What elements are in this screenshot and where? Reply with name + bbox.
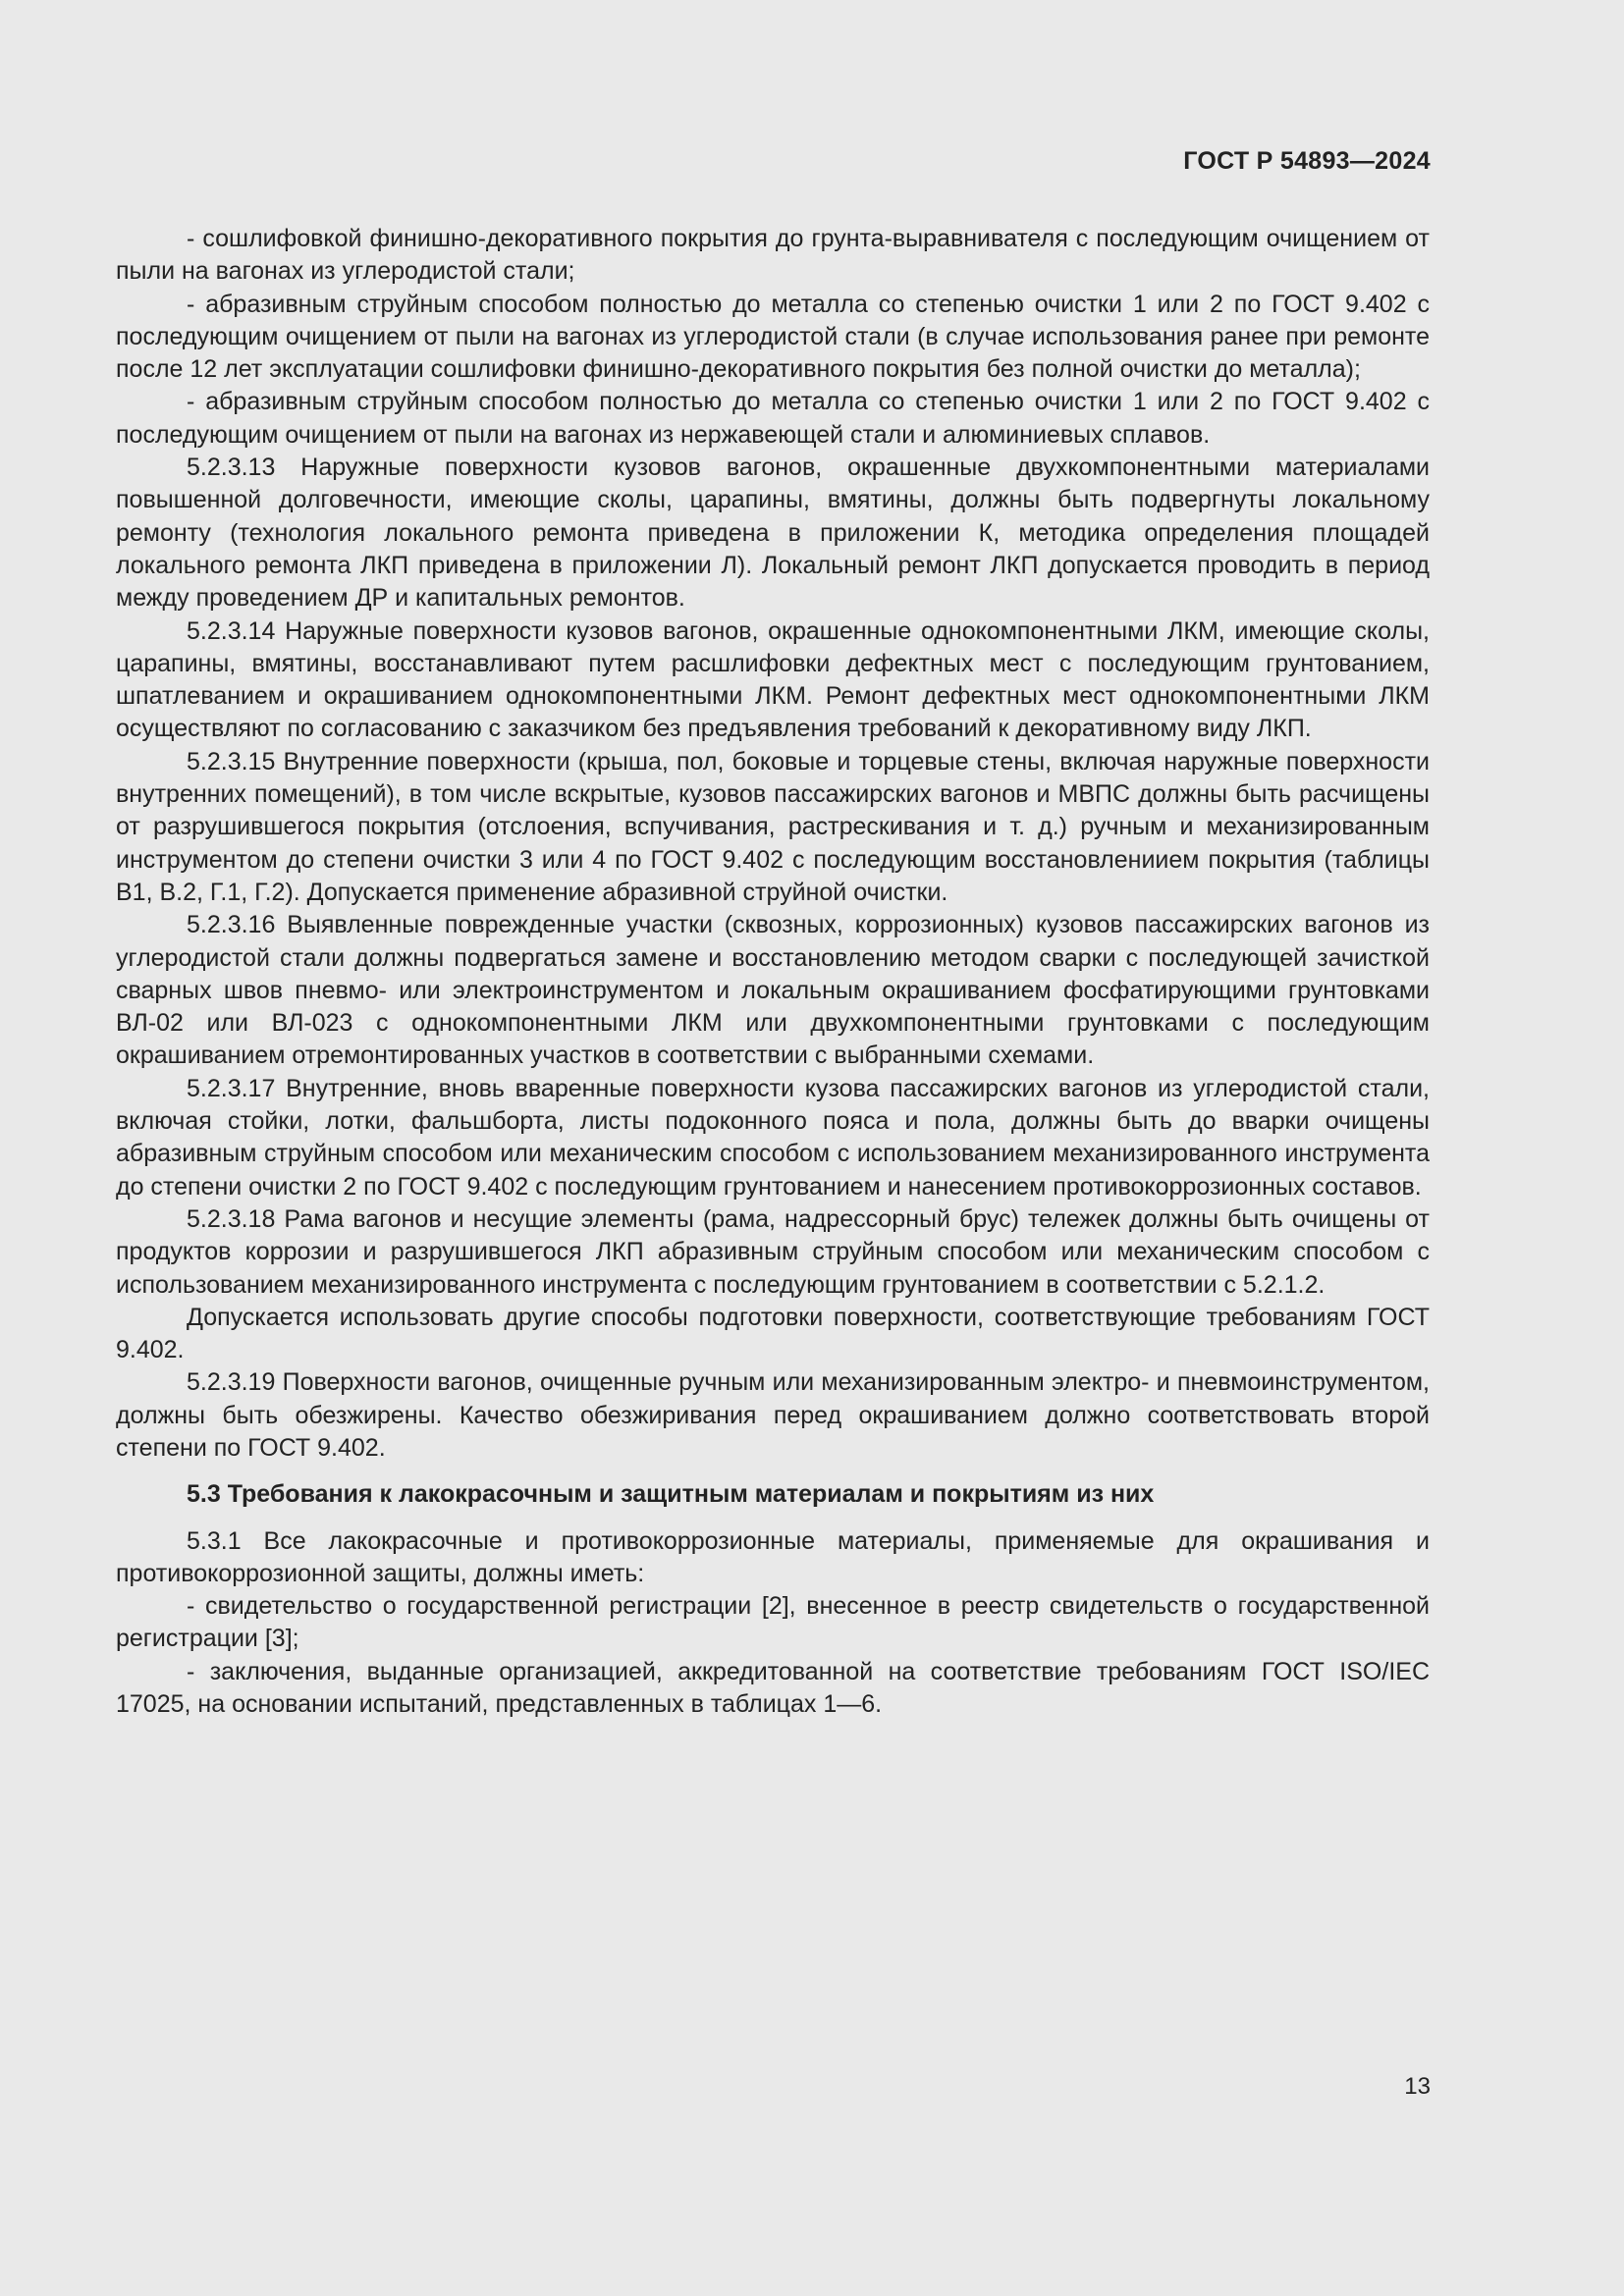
section-heading: 5.3 Требования к лакокрасочным и защитным материалам и покрытиям из них	[187, 1480, 1155, 1509]
list-item: - сошлифовкой финишно-декоративного покрытия до грунта-выравнивателя с последующим очищением от пыли на вагонах из углеродистой стали;	[116, 225, 1430, 286]
clause-paragraph: 5.2.3.17 Внутренние, вновь вваренные поверхности кузова пассажирских вагонов из углеродистой стали, включая стойки, лотки, фальшборта, листы подоконного пояса и пола, должны быть до вварки очищены абразивным струйным способом или механическим способом с использованием механизированного инструмента до степени очистки 2 по ГОСТ 9.402 с последующим грунтованием и нанесением противокоррозионных составов.	[116, 1074, 1430, 1201]
list-item: - заключения, выданные организацией, аккредитованной на соответствие требованиям ГОСТ ISO/IEC 17025, на основании испытаний, представленных в таблицах 1—6.	[116, 1657, 1430, 1719]
clause-paragraph: 5.2.3.16 Выявленные поврежденные участки (сквозных, коррозионных) кузовов пассажирских вагонов из углеродистой стали должны подвергаться замене и восстановлению методом сварки с последующей зачисткой сварных швов пневмо- или электроинструментом и локальным окрашиванием фосфатирующими грунтовками ВЛ-02 или ВЛ-023 с однокомпонентными ЛКМ или двухкомпонентными грунтовками с последующим окрашиванием отремонтированных участков в соответствии с выбранными схемами.	[116, 911, 1430, 1070]
clause-paragraph: Допускается использовать другие способы подготовки поверхности, соответствующие требованиям ГОСТ 9.402.	[116, 1303, 1430, 1364]
list-item: - абразивным струйным способом полностью до металла со степенью очистки 1 или 2 по ГОСТ 9.402 с последующим очищением от пыли на вагонах из нержавеющей стали и алюминиевых сплавов.	[116, 388, 1430, 449]
list-item: - свидетельство о государственной регистрации [2], внесенное в реестр свидетельств о государственной регистрации [3];	[116, 1592, 1430, 1653]
clause-paragraph: 5.2.3.15 Внутренние поверхности (крыша, пол, боковые и торцевые стены, включая наружные поверхности внутренних помещений), в том числе вскрытые, кузовов пассажирских вагонов и МВПС должны быть расчищены от разрушившегося покрытия (отслоения, вспучивания, растрескивания и т. д.) ручным и механизированным инструментом до степени очистки 3 или 4 по ГОСТ 9.402 с последующим восстановлениием покрытия (таблицы В1, В.2, Г.1, Г.2). Допускается применение абразивной струйной очистки.	[116, 747, 1430, 906]
document-header-title: ГОСТ Р 54893—2024	[1183, 147, 1431, 175]
clause-paragraph: 5.2.3.13 Наружные поверхности кузовов вагонов, окрашенные двухкомпонентными материалами повышенной долговечности, имеющие сколы, царапины, вмятины, должны быть подвергнуты локальному ремонту (технология локального ремонта приведена в приложении К, методика определения площадей локального ремонта ЛКП приведена в приложении Л). Локальный ремонт ЛКП допускается проводить в период между проведением ДР и капитальных ремонтов.	[116, 454, 1430, 613]
list-item: - абразивным струйным способом полностью до металла со степенью очистки 1 или 2 по ГОСТ 9.402 с последующим очищением от пыли на вагонах из углеродистой стали (в случае использования ранее при ремонте после 12 лет эксплуатации сошлифовки финишно-декоративного покрытия без полной очистки до металла);	[116, 290, 1430, 384]
clause-paragraph: 5.2.3.19 Поверхности вагонов, очищенные ручным или механизированным электро- и пневмоинструментом, должны быть обезжирены. Качество обезжиривания перед окрашиванием должно соответствовать второй степени по ГОСТ 9.402.	[116, 1368, 1430, 1462]
clause-paragraph: 5.2.3.18 Рама вагонов и несущие элементы (рама, надрессорный брус) тележек должны быть очищены от продуктов коррозии и разрушившегося ЛКП абразивным струйным способом или механическим способом с использованием механизированного инструмента с последующим грунтованием в соответствии с 5.2.1.2.	[116, 1204, 1430, 1299]
document-body	[116, 223, 1430, 1721]
clause-paragraph: 5.3.1 Все лакокрасочные и противокоррозионные материалы, применяемые для окрашивания и противокоррозионной защиты, должны иметь:	[116, 1526, 1430, 1587]
page-number: 13	[1404, 2073, 1431, 2100]
clause-paragraph: 5.2.3.14 Наружные поверхности кузовов вагонов, окрашенные однокомпонентными ЛКМ, имеющие сколы, царапины, вмятины, восстанавливают путем расшлифовки дефектных мест с последующим грунтованием, шпатлеванием и окрашиванием однокомпонентными ЛКМ. Ремонт дефектных мест однокомпонентными ЛКМ осуществляют по согласованию с заказчиком без предъявления требований к декоративному виду ЛКП.	[116, 616, 1430, 743]
